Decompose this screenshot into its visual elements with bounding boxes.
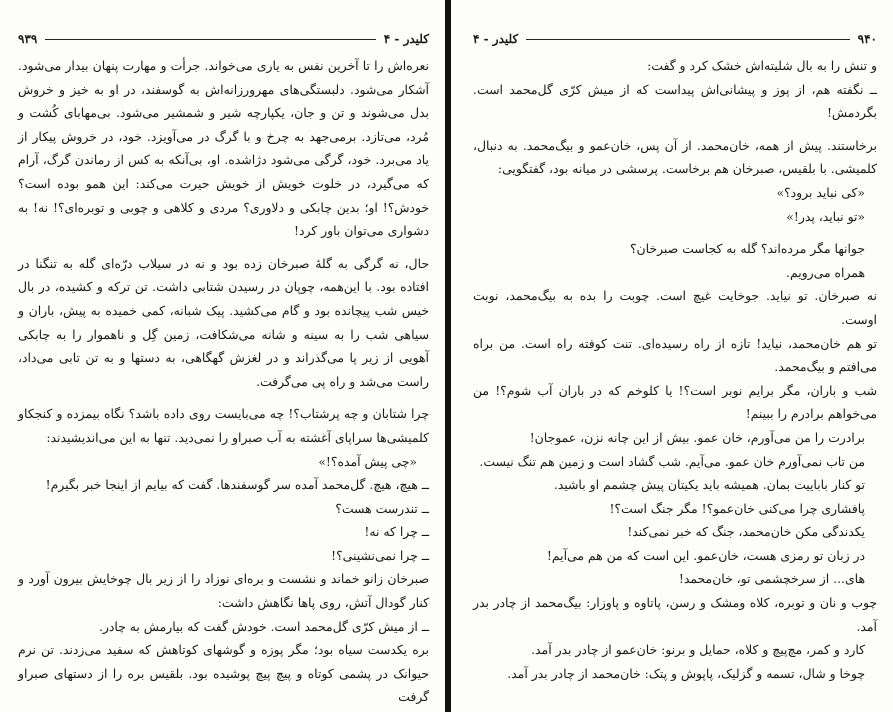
paragraph: صبرخان زانو خماند و نشست و بره‌ای نوزاد را از زیر بال چوخایش بیرون آورد و کنار گودال آتش، روی پاها نگاهش داشت: <box>18 571 429 611</box>
page-number: ۹۴۰ <box>857 32 877 46</box>
dialogue-line: «تو نباید، پدر!» <box>786 208 865 224</box>
dialogue-line: ــ چرا که نه! <box>364 524 429 540</box>
dialogue-line: ــ نگفته هم، از پوز و پیشانی‌اش پیداست که از میش کرّی گل‌محمد است. بگردمش! <box>473 81 877 121</box>
right-page <box>451 0 893 712</box>
dialogue-line: تو کنار باباییت بمان. همیشه باید یکیتان پیش چشمم او باشید. <box>553 477 865 493</box>
dialogue-line: های... از سرخچشمی تو، خان‌محمد! <box>678 571 865 587</box>
right-running-head <box>473 28 877 50</box>
paragraph: چوب و نان و توبره، کلاه ومشک و رسن، پاتاوه و پاوزار: بیگ‌محمد از چادر بدر آمد. <box>473 595 877 634</box>
paragraph: کارد و کمر، مچ‌پیچ و کلاه، حمایل و برنو: خان‌عمو از چادر بدر آمد. <box>531 642 865 658</box>
dialogue-line: نه صبرخان. تو نیاید. جوخایت غیچ است. چوبت را بده به بیگ‌محمد، نوبت اوست. <box>473 288 877 327</box>
paragraph: نعره‌اش را تا آخرین نفس به یاری می‌خواند. جرأت و مهارت پنهان بیدار می‌شود. آشکار می‌شود. دلبستگی‌های مهرورزانه‌اش به گوسفند، در او به خیز و خروش بدل می‌شوند و تن و جان، یکپارچه شیر و شمشیر می‌شود. بی‌مهابای کُشت و مُرد، می‌تازد. برمی‌جهد به چرخ و با گرگ در می‌آویزد. خود، در خروش پیکار از یاد می‌برد. خود، گرگی می‌شود دژاشده. او، بی‌آنکه به کس از رماندن گرگ، آرام که می‌گیرد، در خلوت خویش از خویش حیرت می‌کند: این همو بوده است؟ خودش؟! او؛ بدین چابکی و دلاوری؟ مردی و کلاهی و چوبی و توبره‌ای؟! نه! به دشواری می‌توان باور کرد! <box>18 58 429 239</box>
dialogue-line: پافشاری چرا می‌کنی خان‌عمو؟! مگر جنگ است؟! <box>609 500 865 516</box>
running-title: کلیدر - ۴ <box>473 32 519 46</box>
dialogue-line: «کی نباید برود؟» <box>776 184 865 200</box>
dialogue-line: همراه می‌رویم. <box>786 264 865 280</box>
paragraph: برخاستند. پیش از همه، خان‌محمد. از آن پس، خان‌عمو و بیگ‌محمد. به دنبال، کلمیشی. با بلقیس، صبرخان هم برخاست. پرسشی در میانه بود، گفتگویی: <box>473 137 877 177</box>
dialogue-line: جوانها مگر مرده‌اند؟ گله به کجاست صبرخان؟ <box>629 241 865 257</box>
header-rule <box>526 39 849 40</box>
dialogue-line: یکدندگی مکن خان‌محمد، جنگ که خبر نمی‌کند! <box>627 524 865 540</box>
dialogue-line: ــ از میش کرّی گل‌محمد است. خودش گفت که بیارمش به چادر. <box>98 618 429 634</box>
left-body-text <box>18 54 429 709</box>
dialogue-line: در زبان تو رمزی هست، خان‌عمو. این است که من هم می‌آیم! <box>546 547 865 563</box>
paragraph: چوخا و شال، تسمه و گزلیک، پاپوش و پتک: خان‌محمد از چادر بدر آمد. <box>507 665 865 681</box>
dialogue-line: «چی پیش آمده؟!» <box>318 453 417 469</box>
left-running-head <box>18 28 429 50</box>
dialogue-line: شب و باران، مگر برایم نوبر است؟! یا کلوخم که در باران آب شوم؟! من می‌خواهم برادرم را ببینم! <box>473 382 877 422</box>
dialogue-line: تو هم خان‌محمد، نیاید! تازه از راه رسیده‌ای. تنت کوفته راه است. من براه می‌افتم و بیگ‌محمد. <box>473 335 877 375</box>
dialogue-line: ــ چرا نمی‌نشینی؟! <box>331 547 429 563</box>
page-number: ۹۳۹ <box>18 32 38 46</box>
dialogue-line: برادرت را من می‌آورم، خان عمو. بیش از این چانه نزن، عموجان! <box>529 429 865 445</box>
running-title: کلیدر - ۴ <box>383 32 429 46</box>
paragraph: بره یکدست سیاه بود؛ مگر پوزه و گوشهای کوتاهش که سفید می‌زدند. تن نرم حیوانک در پشمی کوتاه و پیچ پیچ پوشیده بود. بلقیس بره را از دستهای صبراو گرفت <box>18 642 429 705</box>
dialogue-line: ــ هیچ، هیچ. گل‌محمد آمده سر گوسفندها. گفت که بیایم از اینجا خبر بگیرم! <box>45 477 429 493</box>
dialogue-line: ــ تندرست هست؟ <box>335 500 429 516</box>
left-page <box>0 0 445 712</box>
dialogue-line: من تاب نمی‌آورم خان عمو. می‌آیم. شب گشاد است و زمین هم تنگ نیست. <box>479 453 865 469</box>
paragraph: حال، نه گرگی به گلهٔ صبرخان زده بود و نه در سیلاب درّه‌ای گله به تنگنا در افتاده بود. با این‌همه، چوپان در رسیدن شتابی داشت. تن ترکه و کشیده، در بال خیس شب پیچانده بود و گام می‌کشید. پیک شبانه، کمی خمیده به پیش، باران و سیاهی شب را به سینه و شانه می‌شکافت، زمین گِل و ناهموار را به چابکی آهویی از زیر پا می‌گذراند و در لغزش گهگاهی، به دستها و به تن تابی می‌داد، راست می‌شد و راه پی می‌گرفت. <box>18 255 429 389</box>
header-rule <box>45 39 375 40</box>
paragraph: و تنش را به بال شلیته‌اش خشک کرد و گفت: <box>647 58 877 73</box>
paragraph: چرا شتابان و چه پرشتاب؟! چه می‌بایست روی داده باشد؟ نگاه بیمزده و کنجکاو کلمیشی‌ها سراپای آغشته به آب صبراو را نمی‌دید. تنها به این می‌اندیشیدند: <box>18 406 429 445</box>
right-body-text <box>473 54 877 685</box>
